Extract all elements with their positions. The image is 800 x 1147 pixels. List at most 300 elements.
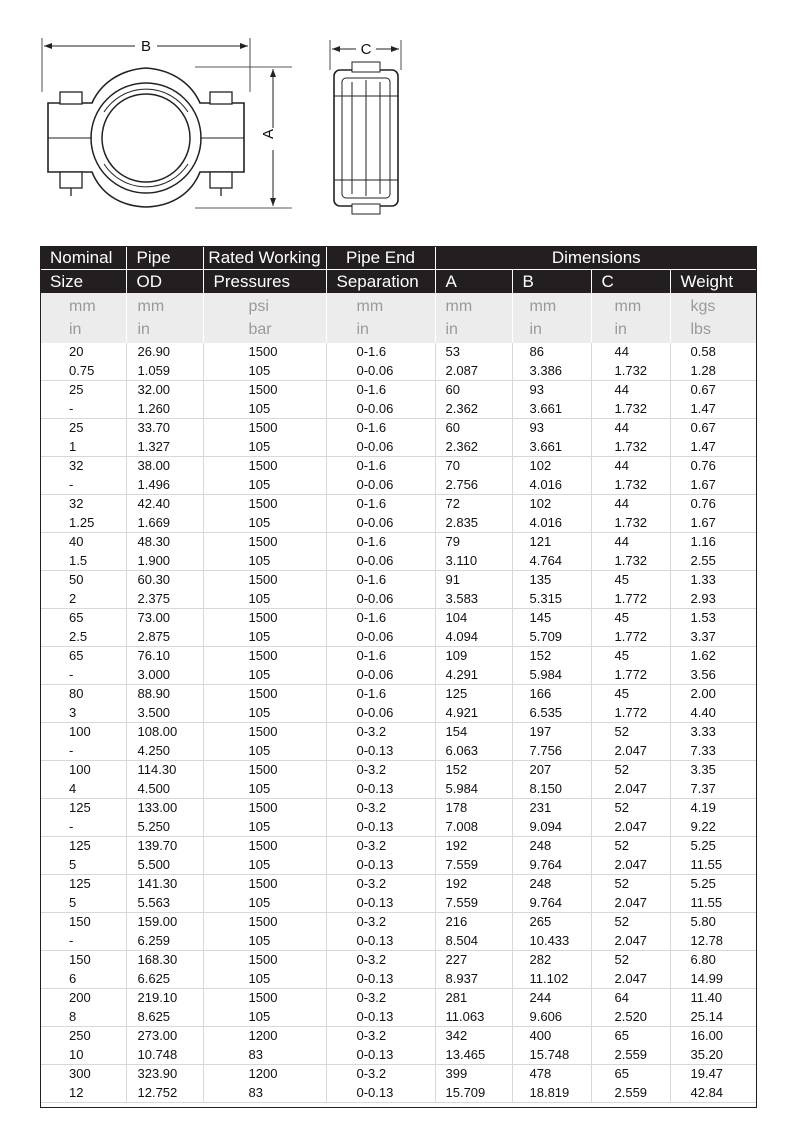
value-metric: 0-3.2 xyxy=(356,1066,387,1081)
cell-separation xyxy=(326,457,435,495)
value-imperial: 0-0.13 xyxy=(356,1046,394,1062)
cell-pipe-od xyxy=(126,419,203,457)
cell-pressure xyxy=(203,647,326,685)
value-metric: 0-3.2 xyxy=(356,800,387,815)
value-imperial: 5.984 xyxy=(445,780,479,796)
value-metric: 1500 xyxy=(248,458,278,473)
unit-metric: mm xyxy=(356,298,384,315)
unit-metric: mm xyxy=(69,298,96,315)
value-imperial: 0-0.13 xyxy=(356,780,394,796)
cell-pipe-od xyxy=(126,761,203,799)
cell-pipe-od xyxy=(126,685,203,723)
cell-dim-a xyxy=(435,799,512,837)
value-imperial: 42.84 xyxy=(690,1084,724,1100)
value-metric: 0-1.6 xyxy=(356,610,387,625)
cell-nominal-size xyxy=(40,457,126,495)
value-imperial: - xyxy=(69,742,74,758)
value-imperial: - xyxy=(69,400,74,416)
value-metric: 0-1.6 xyxy=(356,458,387,473)
value-imperial: 1.732 xyxy=(614,552,648,568)
cell-weight xyxy=(670,609,757,647)
value-metric: 159.00 xyxy=(137,914,178,929)
value-imperial: 1.260 xyxy=(137,400,171,416)
cell-dim-b xyxy=(512,837,591,875)
table-row xyxy=(40,609,757,647)
value-imperial: 105 xyxy=(248,970,271,986)
cell-nominal-size xyxy=(40,685,126,723)
header-c: C xyxy=(591,270,670,294)
cell-dim-b xyxy=(512,609,591,647)
value-imperial: 0-0.06 xyxy=(356,400,394,416)
value-imperial: 2.520 xyxy=(614,1008,648,1024)
value-metric: 1500 xyxy=(248,876,278,891)
value-metric: 0-3.2 xyxy=(356,1028,387,1043)
value-imperial: 105 xyxy=(248,476,271,492)
value-imperial: 0-0.06 xyxy=(356,628,394,644)
value-imperial: 7.008 xyxy=(445,818,479,834)
cell-pipe-od xyxy=(126,799,203,837)
value-imperial: 7.559 xyxy=(445,894,479,910)
value-imperial: 2.559 xyxy=(614,1084,648,1100)
cell-weight xyxy=(670,913,757,951)
value-metric: 139.70 xyxy=(137,838,178,853)
value-metric: 282 xyxy=(529,952,552,967)
cell-separation xyxy=(326,609,435,647)
value-imperial: 105 xyxy=(248,742,271,758)
value-imperial: 5.500 xyxy=(137,856,171,872)
value-imperial: 5.250 xyxy=(137,818,171,834)
cell-pipe-od xyxy=(126,723,203,761)
cell-pressure xyxy=(203,381,326,419)
unit-metric: mm xyxy=(137,298,165,315)
value-metric: 108.00 xyxy=(137,724,178,739)
value-imperial: 11.063 xyxy=(445,1008,485,1024)
value-metric: 0-1.6 xyxy=(356,572,387,587)
value-metric: 141.30 xyxy=(137,876,178,891)
cell-pressure xyxy=(203,419,326,457)
cell-separation xyxy=(326,381,435,419)
value-metric: 32 xyxy=(69,496,84,511)
table-row xyxy=(40,951,757,989)
cell-separation xyxy=(326,419,435,457)
cell-pipe-od xyxy=(126,457,203,495)
value-imperial: 2.875 xyxy=(137,628,171,644)
cell-weight xyxy=(670,837,757,875)
table-row xyxy=(40,989,757,1027)
value-imperial: 10 xyxy=(69,1046,84,1062)
unit-cell-dim-c xyxy=(591,293,670,343)
coupling-drawing xyxy=(0,0,800,240)
cell-nominal-size xyxy=(40,495,126,533)
table-row xyxy=(40,533,757,571)
value-imperial: 105 xyxy=(248,438,271,454)
value-metric: 0-3.2 xyxy=(356,838,387,853)
value-metric: 273.00 xyxy=(137,1028,178,1043)
header-dimensions: Dimensions xyxy=(435,246,757,270)
value-metric: 250 xyxy=(69,1028,91,1043)
value-imperial: 2.047 xyxy=(614,894,648,910)
cell-weight xyxy=(670,571,757,609)
value-imperial: 12.78 xyxy=(690,932,724,948)
value-imperial: 35.20 xyxy=(690,1046,724,1062)
value-metric: 192 xyxy=(445,838,468,853)
value-imperial: 25.14 xyxy=(690,1008,724,1024)
value-metric: 0.76 xyxy=(690,458,716,473)
value-metric: 114.30 xyxy=(137,762,177,777)
value-imperial: 8.504 xyxy=(445,932,479,948)
value-metric: 244 xyxy=(529,990,552,1005)
cell-nominal-size xyxy=(40,571,126,609)
value-imperial: 0-0.06 xyxy=(356,362,394,378)
value-metric: 125 xyxy=(69,876,91,891)
cell-nominal-size xyxy=(40,989,126,1027)
cell-pipe-od xyxy=(126,837,203,875)
cell-dim-a xyxy=(435,1027,512,1065)
cell-pipe-od xyxy=(126,989,203,1027)
value-metric: 6.80 xyxy=(690,952,716,967)
value-imperial: 9.094 xyxy=(529,818,563,834)
cell-separation xyxy=(326,647,435,685)
unit-cell-separation xyxy=(326,293,435,343)
value-metric: 100 xyxy=(69,762,91,777)
value-metric: 1500 xyxy=(248,762,278,777)
value-metric: 65 xyxy=(614,1066,629,1081)
value-imperial: 8.937 xyxy=(445,970,479,986)
cell-dim-a xyxy=(435,571,512,609)
cell-dim-b xyxy=(512,533,591,571)
cell-pipe-od xyxy=(126,1027,203,1065)
value-metric: 1.53 xyxy=(690,610,716,625)
cell-dim-a xyxy=(435,837,512,875)
value-imperial: 2.047 xyxy=(614,970,648,986)
value-imperial: 5 xyxy=(69,856,77,872)
value-imperial: 11.102 xyxy=(529,970,569,986)
cell-pipe-od xyxy=(126,875,203,913)
value-metric: 0-1.6 xyxy=(356,534,387,549)
value-metric: 44 xyxy=(614,420,629,435)
value-imperial: 2.362 xyxy=(445,438,479,454)
value-imperial: 2.047 xyxy=(614,780,648,796)
value-imperial: 1.47 xyxy=(690,400,716,416)
value-metric: 91 xyxy=(445,572,460,587)
value-metric: 44 xyxy=(614,458,629,473)
value-metric: 104 xyxy=(445,610,468,625)
header-size: Size xyxy=(40,270,126,294)
cell-pipe-od xyxy=(126,343,203,381)
cell-pipe-od xyxy=(126,647,203,685)
value-metric: 42.40 xyxy=(137,496,171,511)
cell-pressure xyxy=(203,761,326,799)
value-imperial: 105 xyxy=(248,590,271,606)
value-imperial: 9.764 xyxy=(529,856,563,872)
value-imperial: 15.709 xyxy=(445,1084,486,1100)
value-imperial: 2.362 xyxy=(445,400,479,416)
value-imperial: 4.094 xyxy=(445,628,479,644)
value-imperial: 18.819 xyxy=(529,1084,570,1100)
value-metric: 219.10 xyxy=(137,990,178,1005)
value-imperial: 2.047 xyxy=(614,742,648,758)
cell-dim-a xyxy=(435,723,512,761)
value-imperial: 1.772 xyxy=(614,666,648,682)
value-metric: 0.58 xyxy=(690,344,716,359)
cell-pipe-od xyxy=(126,1065,203,1103)
value-imperial: 5.984 xyxy=(529,666,563,682)
value-metric: 65 xyxy=(614,1028,629,1043)
cell-nominal-size xyxy=(40,913,126,951)
value-imperial: 6.625 xyxy=(137,970,171,986)
value-metric: 70 xyxy=(445,458,460,473)
table-row xyxy=(40,723,757,761)
value-imperial: 5.709 xyxy=(529,628,563,644)
value-metric: 65 xyxy=(69,648,84,663)
value-metric: 3.33 xyxy=(690,724,716,739)
header-od: OD xyxy=(126,270,203,294)
value-imperial: 4.016 xyxy=(529,476,563,492)
value-imperial: 4.250 xyxy=(137,742,171,758)
value-imperial: 83 xyxy=(248,1084,263,1100)
value-imperial: 7.559 xyxy=(445,856,479,872)
value-imperial: - xyxy=(69,932,74,948)
cell-pressure xyxy=(203,837,326,875)
cell-dim-b xyxy=(512,685,591,723)
value-imperial: 2.559 xyxy=(614,1046,648,1062)
value-metric: 0.76 xyxy=(690,496,716,511)
value-metric: 0-3.2 xyxy=(356,724,387,739)
value-metric: 60.30 xyxy=(137,572,171,587)
cell-dim-b xyxy=(512,761,591,799)
value-metric: 73.00 xyxy=(137,610,171,625)
value-metric: 0-3.2 xyxy=(356,952,387,967)
cell-dim-b xyxy=(512,647,591,685)
cell-pipe-od xyxy=(126,571,203,609)
value-metric: 0.67 xyxy=(690,382,716,397)
value-imperial: 1.732 xyxy=(614,362,648,378)
cell-dim-c xyxy=(591,723,670,761)
value-metric: 192 xyxy=(445,876,468,891)
value-imperial: 0-0.06 xyxy=(356,666,394,682)
value-metric: 248 xyxy=(529,876,552,891)
table-row xyxy=(40,457,757,495)
value-imperial: 2.756 xyxy=(445,476,479,492)
cell-pressure xyxy=(203,913,326,951)
cell-pressure xyxy=(203,1065,326,1103)
unit-imperial: in xyxy=(356,321,369,338)
value-imperial: 2.047 xyxy=(614,818,648,834)
value-metric: 197 xyxy=(529,724,552,739)
cell-dim-c xyxy=(591,913,670,951)
value-metric: 0-1.6 xyxy=(356,686,387,701)
cell-dim-c xyxy=(591,343,670,381)
cell-dim-c xyxy=(591,647,670,685)
value-imperial: 1.28 xyxy=(690,362,716,378)
value-metric: 342 xyxy=(445,1028,468,1043)
value-imperial: 4.921 xyxy=(445,704,479,720)
unit-metric: mm xyxy=(445,298,473,315)
value-metric: 0-3.2 xyxy=(356,990,387,1005)
value-imperial: 3.386 xyxy=(529,362,563,378)
value-imperial: 4.764 xyxy=(529,552,563,568)
cell-dim-a xyxy=(435,913,512,951)
value-metric: 0-3.2 xyxy=(356,914,387,929)
cell-separation xyxy=(326,989,435,1027)
cell-nominal-size xyxy=(40,533,126,571)
header-nominal: Nominal xyxy=(40,246,126,270)
value-imperial: - xyxy=(69,476,74,492)
value-metric: 1500 xyxy=(248,990,278,1005)
unit-imperial: in xyxy=(69,321,82,338)
value-imperial: 1.327 xyxy=(137,438,171,454)
value-imperial: 1.772 xyxy=(614,590,648,606)
value-imperial: 1.732 xyxy=(614,400,648,416)
value-metric: 150 xyxy=(69,914,91,929)
value-imperial: 15.748 xyxy=(529,1046,570,1062)
value-imperial: 1.67 xyxy=(690,476,716,492)
value-metric: 64 xyxy=(614,990,629,1005)
value-metric: 76.10 xyxy=(137,648,171,663)
cell-dim-a xyxy=(435,609,512,647)
unit-metric: psi xyxy=(248,298,269,315)
value-imperial: 4.291 xyxy=(445,666,479,682)
value-metric: 0-1.6 xyxy=(356,648,387,663)
value-metric: 44 xyxy=(614,534,629,549)
cell-pressure xyxy=(203,989,326,1027)
value-metric: 45 xyxy=(614,610,629,625)
value-imperial: 2.047 xyxy=(614,932,648,948)
unit-imperial: lbs xyxy=(690,321,711,338)
value-metric: 52 xyxy=(614,876,629,891)
value-imperial: 0-0.13 xyxy=(356,1008,394,1024)
value-metric: 5.25 xyxy=(690,876,716,891)
value-imperial: 2.087 xyxy=(445,362,479,378)
value-metric: 178 xyxy=(445,800,468,815)
cell-pipe-od xyxy=(126,951,203,989)
value-imperial: 2.835 xyxy=(445,514,479,530)
cell-dim-b xyxy=(512,343,591,381)
value-imperial: 105 xyxy=(248,894,271,910)
value-imperial: 8 xyxy=(69,1008,77,1024)
value-metric: 40 xyxy=(69,534,84,549)
cell-separation xyxy=(326,951,435,989)
value-imperial: 105 xyxy=(248,400,271,416)
value-metric: 281 xyxy=(445,990,468,1005)
cell-weight xyxy=(670,799,757,837)
header-pipe: Pipe xyxy=(126,246,203,270)
value-metric: 72 xyxy=(445,496,460,511)
value-imperial: 1.732 xyxy=(614,438,648,454)
cell-dim-b xyxy=(512,875,591,913)
value-imperial: 1.669 xyxy=(137,514,171,530)
cell-separation xyxy=(326,799,435,837)
cell-weight xyxy=(670,723,757,761)
value-imperial: 6.259 xyxy=(137,932,171,948)
value-imperial: 3.583 xyxy=(445,590,479,606)
value-imperial: 1.732 xyxy=(614,514,648,530)
value-imperial: 105 xyxy=(248,666,271,682)
value-imperial: 1 xyxy=(69,438,77,454)
cell-dim-a xyxy=(435,381,512,419)
cell-separation xyxy=(326,571,435,609)
value-imperial: 8.150 xyxy=(529,780,563,796)
value-imperial: 3 xyxy=(69,704,77,720)
unit-imperial: in xyxy=(614,321,627,338)
unit-cell-dim-b xyxy=(512,293,591,343)
cell-nominal-size xyxy=(40,875,126,913)
value-metric: 4.19 xyxy=(690,800,716,815)
value-metric: 52 xyxy=(614,952,629,967)
value-metric: 0.67 xyxy=(690,420,716,435)
header-rated-working: Rated Working xyxy=(203,246,326,270)
value-imperial: 4.016 xyxy=(529,514,563,530)
value-metric: 216 xyxy=(445,914,468,929)
value-metric: 50 xyxy=(69,572,84,587)
value-imperial: 1.67 xyxy=(690,514,716,530)
header-b: B xyxy=(512,270,591,294)
value-imperial: 1.5 xyxy=(69,552,88,568)
value-imperial: 0-0.13 xyxy=(356,894,394,910)
cell-dim-b xyxy=(512,951,591,989)
value-metric: 1200 xyxy=(248,1066,278,1081)
value-metric: 1500 xyxy=(248,952,278,967)
value-imperial: 10.748 xyxy=(137,1046,178,1062)
value-imperial: 9.606 xyxy=(529,1008,563,1024)
unit-cell-dim-a xyxy=(435,293,512,343)
cell-dim-a xyxy=(435,495,512,533)
cell-pressure xyxy=(203,799,326,837)
value-metric: 25 xyxy=(69,382,84,397)
cell-dim-b xyxy=(512,913,591,951)
value-metric: 200 xyxy=(69,990,91,1005)
value-imperial: 4 xyxy=(69,780,77,796)
value-metric: 207 xyxy=(529,762,552,777)
table-row xyxy=(40,343,757,381)
value-metric: 300 xyxy=(69,1066,91,1081)
value-metric: 1500 xyxy=(248,914,278,929)
cell-weight xyxy=(670,1027,757,1065)
value-metric: 1500 xyxy=(248,534,278,549)
value-metric: 152 xyxy=(529,648,552,663)
cell-dim-a xyxy=(435,1065,512,1103)
value-imperial: 105 xyxy=(248,818,271,834)
cell-separation xyxy=(326,1065,435,1103)
value-imperial: 7.37 xyxy=(690,780,716,796)
value-imperial: 9.22 xyxy=(690,818,716,834)
value-imperial: 14.99 xyxy=(690,970,724,986)
cell-dim-a xyxy=(435,343,512,381)
value-metric: 0-1.6 xyxy=(356,344,387,359)
value-metric: 1500 xyxy=(248,344,278,359)
cell-dim-a xyxy=(435,685,512,723)
value-imperial: 0-0.06 xyxy=(356,552,394,568)
value-imperial: 1.900 xyxy=(137,552,171,568)
value-metric: 93 xyxy=(529,420,544,435)
cell-pressure xyxy=(203,533,326,571)
cell-pressure xyxy=(203,875,326,913)
header-row-2 xyxy=(40,270,757,294)
value-metric: 33.70 xyxy=(137,420,171,435)
unit-cell-pressure xyxy=(203,293,326,343)
cell-dim-b xyxy=(512,381,591,419)
cell-weight xyxy=(670,457,757,495)
value-metric: 25 xyxy=(69,420,84,435)
table-row xyxy=(40,1027,757,1065)
value-imperial: 5.315 xyxy=(529,590,563,606)
value-imperial: - xyxy=(69,666,74,682)
value-metric: 5.25 xyxy=(690,838,716,853)
header-pipe-end: Pipe End xyxy=(326,246,435,270)
value-metric: 227 xyxy=(445,952,468,967)
cell-separation xyxy=(326,723,435,761)
value-metric: 1500 xyxy=(248,610,278,625)
